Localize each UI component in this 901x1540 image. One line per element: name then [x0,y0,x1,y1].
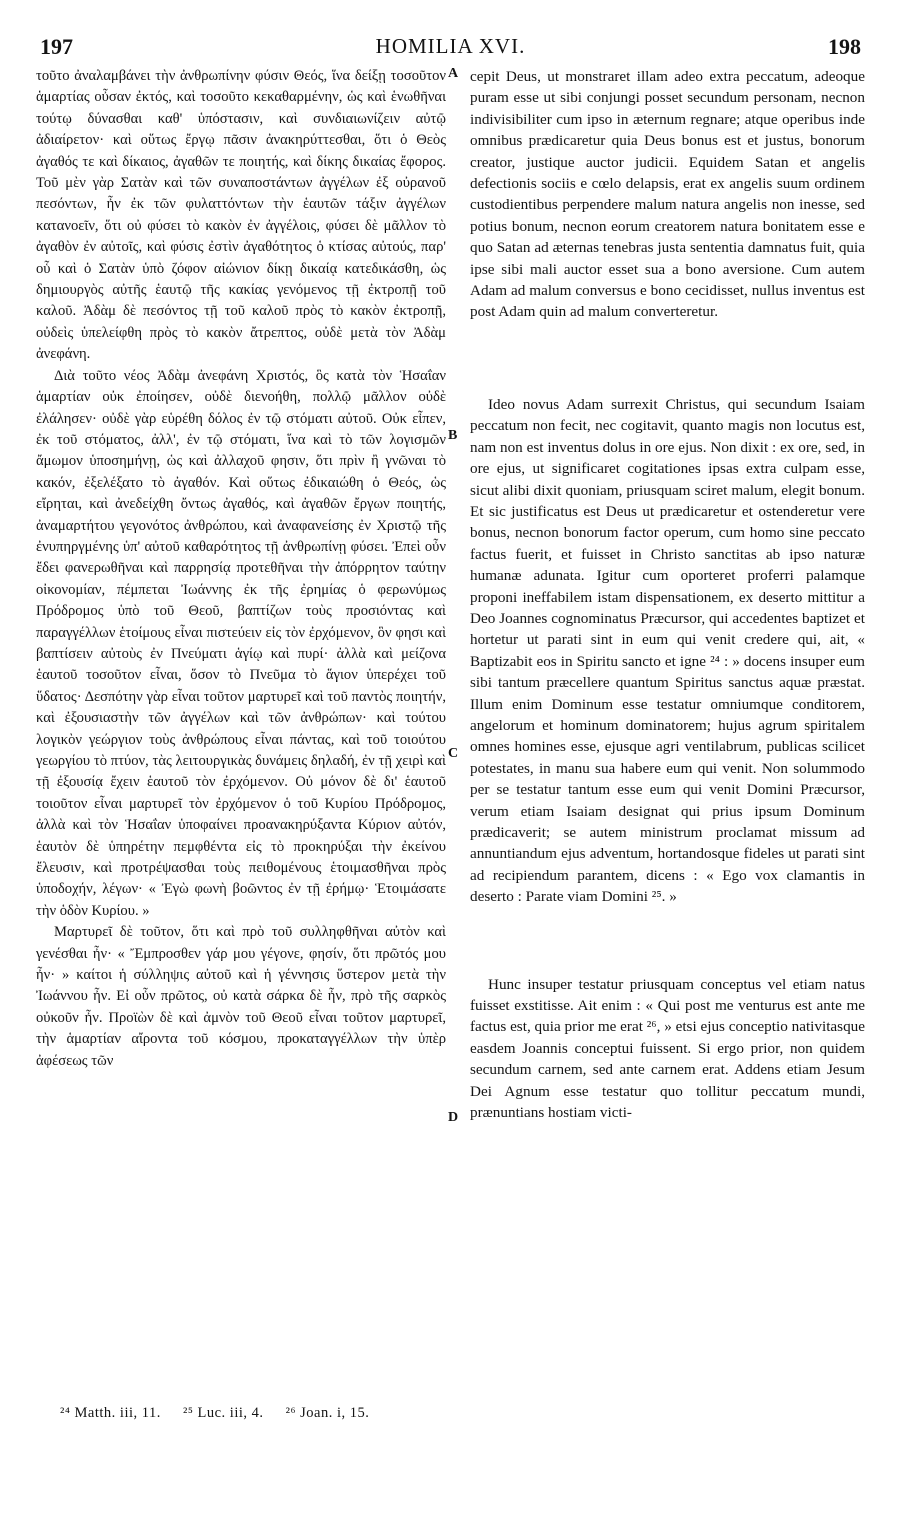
footnote: ²⁵ Luc. iii, 4. [182,1405,264,1421]
greek-paragraph-3: Μαρτυρεῖ δὲ τοῦτον, ὅτι καὶ πρὸ τοῦ συλληφθῆναι αὐτὸν καὶ γενέσθαι ἦν· « Ἔμπροσθεν γάρ μου γέγονε, φησίν, ὅτι πρῶτός μου ἦν· » καίτοι ἡ σύλληψις αὐτοῦ καὶ ἡ γέννησις ὕστερον μετὰ τὴν Ἰωάννου ἦν. Εἰ οὖν πρῶτος, οὐ κατὰ σάρκα δὲ ἦν, πρὸ τῆς σαρκὸς οὐκοῦν ἦν. Προϊὼν δὲ καὶ ἀμνὸν τοῦ Θεοῦ εἶναι τοῦτον μαρτυρεῖ, τὴν ἁμαρτίαν αἴροντα τοῦ κόσμου, προκαταγγέλλων τὴν ὑπὲρ ἀφέσεως τῶν [36,924,446,1069]
right-page-number: 198 [828,34,861,59]
footnote: ²⁴ Matth. iii, 11. [60,1405,161,1421]
greek-paragraph-1: τοῦτο ἀναλαμβάνει τὴν ἀνθρωπίνην φύσιν Θεός, ἵνα δείξῃ τοσοῦτον ἁμαρτίας οὖσαν ἐκτός, καὶ τοσοῦτο κεκαθαρμένην, ὡς καὶ ἑνωθῆναι τούτῳ δύνασθαι καθ' ὑπόστασιν, καὶ συνδιαιωνίζειν αὐτῷ ἀδιαίρετον· καὶ οὕτως ἔργῳ πᾶσιν ἀνακηρύττεσθαι, ὅτι ὁ Θεὸς ἀγαθός τε καὶ δίκαιος, ἀγαθῶν τε ποιητής, καὶ δίκης δικαίας ἔφορος. Τοῦ μὲν γὰρ Σατὰν καὶ τῶν συναποστάντων ἀγγέλων ἐξ οὐρανοῦ πεσόντων, ἦν ἐκ τῶν φυλαττόντων τὴν ἑαυτῶν τάξιν ἀγγέλων κατανοεῖν, ὅτι οὐ φύσει τὸ κακὸν ἐν ἀγγέλοις, φύσει δὲ μᾶλλον τὸ ἀγαθὸν ἐν αὐτοῖς, καὶ φύσις ἐστὶν ἀγαθότητος ὁ κτίσας αὐτούς, παρ' οὗ καὶ ὁ Σατὰν ὑπὸ ζόφον αἰώνιον δίκῃ δικαίᾳ κατεδικάσθη, ὡς δημιουργὸς αὐτῆς ἑαυτῷ τῆς κακίας γενόμενος τῇ ἐκτροπῇ τοῦ καλοῦ. Ἀδὰμ δὲ πεσόντος τῇ τοῦ καλοῦ πρὸς τὸ κακὸν ἐκτροπῇ, οὐδεὶς ὑπελείφθη πρὸς τὸ κακὸν ἄτρεπτος, οὐδὲ μετὰ τὸν Ἀδὰμ ἀνεφάνη. [36,68,446,363]
section-marker-c: C [448,746,459,761]
greek-paragraph-2: Διὰ τοῦτο νέος Ἀδὰμ ἀνεφάνη Χριστός, ὃς κατὰ τὸν Ἡσαΐαν ἁμαρτίαν οὐκ ἐποίησεν, οὐδὲ διενοήθη, πολλῷ μᾶλλον οὐδὲ ἐλάλησεν· οὐδὲ γὰρ εὑρέθη δόλος ἐν τῷ στόματι αὐτοῦ. Οὐκ εἶπεν, ἐκ τοῦ στόματος, ἀλλ', ἐν τῷ στόματι, ἵνα καὶ τὸ τῶν λογισμῶν ἄμωμον ὑποσημήνῃ, ὡς καὶ ἀλλαχοῦ φησιν, ὅτι πρὶν ἢ γνῶναι τὸ κακόν, ἐξελέξατο τὸ ἀγαθόν. Καὶ οὕτως ἐδικαιώθη ὁ Θεός, ὡς εἴρηται, καὶ ἀνεδείχθη ὄντως ἀγαθός, καὶ ἀγαθῶν ἔργων ποιητής, ἀναμαρτήτου γεγονότος ἀνθρώπου, καὶ ἀναφανείσης ἐν Χριστῷ τῆς ἐνυπηργμένης ὑπ' αὐτοῦ καθαρότητος τῇ ἀνθρωπίνῃ φύσει. Ἐπεὶ οὖν ἔδει φανερωθῆναι καὶ παρρησίᾳ προτεθῆναι τὴν ἀπόρρητον ταύτην οἰκονομίαν, πέμπεται Ἰωάννης ἐκ τῆς ἐρημίας ὁ φερωνύμως Πρόδρομος ὑπὸ τοῦ Θεοῦ, βαπτίζων τοὺς προσιόντας καὶ παραγγέλλων ἑτοίμους εἶναι πιστεύειν εἰς τὸν ἐρχόμενον, ὃν φησι καὶ βαπτίσειν αὐτοὺς ἐν Πνεύματι ἁγίῳ καὶ πυρί· ἀλλὰ καὶ μείζονα ἑαυτοῦ τοσοῦτον εἶναι, ὅσον τὸ Πνεῦμα τὸ ἅγιον ὑπερέχει τοῦ ὕδατος· Δεσπότην γὰρ εἶναι τοῦτον μαρτυρεῖ καὶ τοῦ παντὸς ποιητήν, καὶ ἐξουσιαστὴν τῶν ἀγγέλων καὶ τῶν ἀνθρώπων· καὶ τούτου λογικὸν γεώργιον τοὺς ἀνθρώπους εἶναι πάντας, καὶ τοῦ τοιούτου γεωργίου τὸ πτύον, τὰς λειτουργικὰς δυνάμεις δηλαδή, ἐν τῇ χειρὶ καὶ τῇ ἐξουσίᾳ ἔχειν ἑαυτοῦ τὸν ἐρχόμενον. Οὐ μόνον δὲ δι' ἑαυτοῦ τοιοῦτον εἶναι μαρτυρεῖ τὸν ἐρχόμενον ὁ τοῦ Κυρίου Πρόδρομος, ἀλλὰ καὶ τὸν Ἡσαΐαν ὑποφαίνει προανακηρύξαντα Κύριον αὐτόν, ἑαυτὸν δὲ ὑπηρέτην πεμφθέντα εἰς τὸ προκηρύξαι τὴν ἐκείνου ἔλευσιν, καὶ προτρέψασθαι τοὺς πειθομένους ἑτοιμασθῆναι πρὸς ὑποδοχήν, λέγων· « Ἐγὼ φωνὴ βοῶντος ἐν τῇ ἐρήμῳ· Ἑτοιμάσατε τὴν ὁδὸν Κυρίου. » [36,367,446,919]
page-title: HOMILIA XVI. [375,34,526,58]
section-marker-a: A [448,66,459,81]
latin-paragraph-1: cepit Deus, ut monstraret illam adeo extra peccatum, adeoque puram esse ut sibi conjungi posset secundum personam, necnon indivisibiliter cum ipso in æternum regnare; atque operibus inde omnibus prædicaretur quia Deus bonus est et justus, bonorum creator, justique auctor judicii. Equidem Satan et angelis defectionis sociis e cœlo delapsis, erat ex angelis suum ordinem custodientibus perpendere malum natura angelis non inesse, sed potius bonum, necnon eorum creatorem natura bonitatem esse e quo Satan ad æternas tenebras justa sententia damnatus fuit, quia ipse sibi mali auctor esset sua a bono aversione. Cum autem Adam ad malum conversus e bono cecidisset, nullus inventus est post Adam quin ad malum converteretur. [470,68,865,321]
greek-column [36,66,446,1072]
latin-column [470,66,865,1123]
latin-paragraph-3: Hunc insuper testatur priusquam conceptus vel etiam natus fuisset exstitisse. Ait enim : « Qui post me venturus est ante me factus est, quia prior me erat ²⁶, » etsi ejus conceptio nativitasque easdem Joannis conceptui fuissent. Si ergo prior, non quidem secundum carnem, sed ante carnem erat. Addens etiam Jesum Dei Agnum esse testatur quo tollitur peccatum mundi, prænuntians hostiam victi- [470,975,865,1122]
footnotes [60,1405,387,1422]
section-marker-b: B [448,428,458,443]
running-head [0,34,901,64]
section-marker-d: D [448,1110,459,1125]
footnote: ²⁶ Joan. i, 15. [285,1405,370,1421]
left-page-number: 197 [40,34,73,59]
latin-paragraph-2: Ideo novus Adam surrexit Christus, qui secundum Isaiam peccatum non fecit, nec cogitavit, quanto magis non locutus est, nam non est inventus dolus in ore ejus. Non dixit : ex ore, sed, in ore ejus, ut significaret cogitationes ipsas extra culpam esse, sicut alibi dixit quoniam, priusquam sciret malum, elegit bonum. Et sic justificatus est Deus ut prædicaretur et ostenderetur vere bonus, necnon bonorum factor operum, cum homo sine peccato factus fuerit, et fuisset in Christo sanctitas ab ipso naturæ humanæ adunata. Igitur cum oporteret proferri palamque proponi ineffabilem istam dispensationem, ex deserto mittitur a Deo Joannes cognominatus Præcursor, qui accedentes baptizet et hortetur ut parati sint in eum qui venit credere qui, ait, « Baptizabit eos in Spiritu sancto et igne ²⁴ : » docens insuper eum sibi tantum præcellere quantum Spiritus sanctus aquæ præstat. Illum enim Dominum esse testatur omniumque conditorem, angelorum et hominum dominatorem; hujus agrum spiritalem omnes homines esse, ejusque agri ventilabrum, publicas scilicet potestates, in manu sua habere eum qui venit. Non solummodo per se testatur tantum esse eum qui venit Domini Præcursor, verum etiam Isaiam designat qui prius ipsum Dominum prædicaverit; se autem ministrum proclamat missum ad annuntiandum ejus adventum, hortandosque fideles ut parati sint ad recipiendum parantem, dicens : « Ego vox clamantis in deserto : Parate viam Domini ²⁵. » [470,395,865,906]
